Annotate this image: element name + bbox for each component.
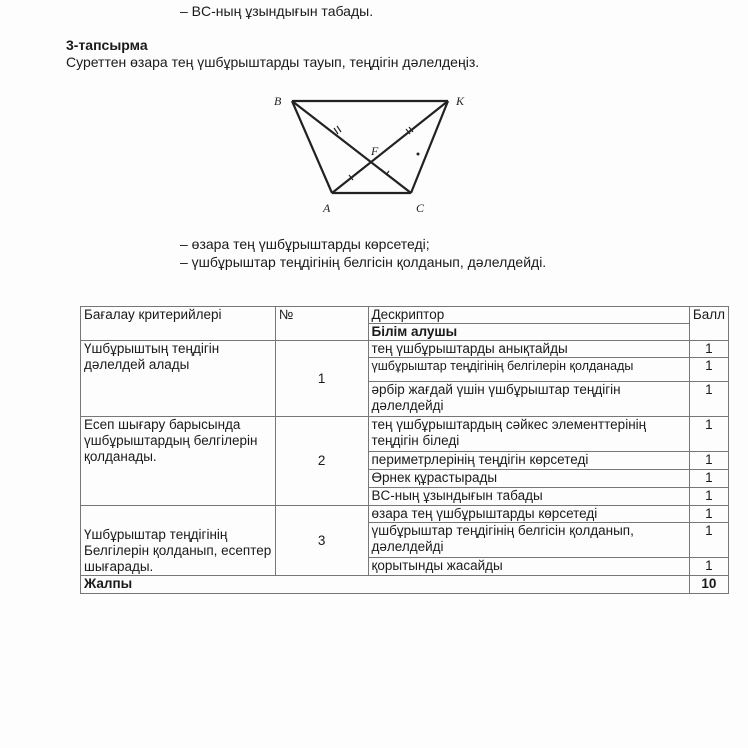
- label-a: A: [323, 201, 331, 215]
- descriptor-cell: өзара тең үшбұрыштарды көрсетеді: [368, 506, 689, 523]
- header-score: Балл: [689, 307, 728, 341]
- table-header-row: [81, 307, 729, 324]
- task-title: 3-тапсырма: [66, 37, 148, 53]
- total-value: 10: [689, 576, 728, 594]
- score-cell: 1: [689, 417, 728, 452]
- descriptor-cell: қорытынды жасайды: [368, 558, 689, 576]
- label-f: F: [371, 144, 379, 158]
- descriptor-cell: тең үшбұрыштарды анықтайды: [368, 341, 689, 358]
- descriptor-cell: периметрлерінің теңдігін көрсетеді: [368, 452, 689, 470]
- header-descriptor: Дескриптор: [368, 307, 689, 324]
- descriptor-cell: Өрнек құрастырады: [368, 470, 689, 488]
- num-cell: 1: [275, 341, 368, 417]
- table-row: [81, 341, 729, 358]
- top-bullet: – BC-ның ұзындығын табады.: [180, 3, 374, 19]
- table-row: [81, 417, 729, 452]
- label-k: K: [456, 94, 465, 108]
- header-num: №: [275, 307, 368, 341]
- score-cell: 1: [689, 452, 728, 470]
- score-cell: 1: [689, 382, 728, 417]
- bullet-2: – үшбұрыштар теңдігінің белгісін қолданып, дәлелдейді.: [180, 254, 547, 270]
- criteria-cell: Үшбұрыштың теңдігін дәлелдей алады: [81, 341, 276, 417]
- header-sub: Білім алушы: [368, 324, 689, 341]
- assessment-table: [80, 306, 729, 594]
- score-cell: 1: [689, 470, 728, 488]
- geometry-figure: [0, 0, 748, 230]
- descriptor-cell: үшбұрыштар теңдігінің белгілерін қолданады: [368, 358, 689, 382]
- label-b: B: [274, 94, 282, 108]
- score-cell: 1: [689, 558, 728, 576]
- label-c: C: [416, 201, 425, 215]
- score-cell: 1: [689, 523, 728, 558]
- descriptor-cell: үшбұрыштар теңдігінің белгісін қолданып, дәлелдейді: [368, 523, 689, 558]
- descriptor-cell: BC-ның ұзындығын табады: [368, 488, 689, 506]
- score-cell: 1: [689, 506, 728, 523]
- num-cell: 2: [275, 417, 368, 506]
- score-cell: 1: [689, 341, 728, 358]
- score-cell: 1: [689, 358, 728, 382]
- bullet-1: – өзара тең үшбұрыштарды көрсетеді;: [180, 236, 430, 252]
- total-row: [81, 576, 729, 594]
- table-row: [81, 506, 729, 523]
- task-text: Суреттен өзара тең үшбұрыштарды тауып, теңдігін дәлелдеңіз.: [66, 54, 480, 70]
- descriptor-cell: әрбір жағдай үшін үшбұрыштар теңдігін дәлелдейді: [368, 382, 689, 417]
- header-criteria: Бағалау критерийлері: [81, 307, 276, 341]
- num-cell: 3: [275, 506, 368, 576]
- criteria-cell: Есеп шығару барысында үшбұрыштардың белгілерін қолданады.: [81, 417, 276, 506]
- descriptor-cell: тең үшбұрыштардың сәйкес элементтерінің теңдігін біледі: [368, 417, 689, 452]
- score-cell: 1: [689, 488, 728, 506]
- criteria-cell: Үшбұрыштар теңдігінің Белгілерін қолданып, есептер шығарады.: [81, 506, 276, 576]
- total-label: Жалпы: [81, 576, 690, 594]
